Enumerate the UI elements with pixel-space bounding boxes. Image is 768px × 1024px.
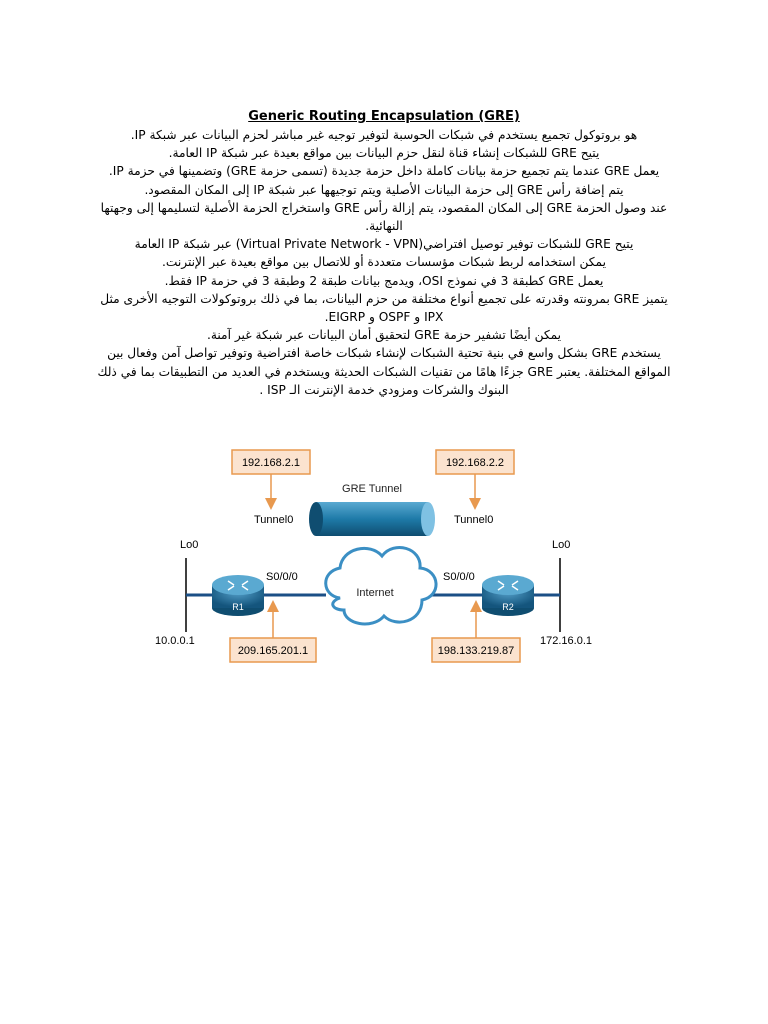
left-wan-ip: 209.165.201.1 — [237, 645, 309, 657]
paragraph: يعمل GRE عندما يتم تجميع حزمة بيانات كاملة داخل حزمة جديدة (تسمى حزمة GRE) وتضمينها في حزمة IP. — [108, 164, 660, 179]
right-lan-ip: 172.16.0.1 — [540, 635, 592, 647]
paragraph: يتميز GRE بمرونته وقدرته على تجميع أنواع مختلفة من حزم البيانات، بما في ذلك بروتوكولات التوجيه الأخرى مثل IPX و OSPF و EIGRP. — [100, 291, 668, 325]
right-tunnel-ip: 192.168.2.2 — [445, 457, 505, 469]
paragraph: هو بروتوكول تجميع يستخدم في شبكات الحوسبة لتوفير توجيه غير مباشر لحزم البيانات عبر شبكة IP. — [130, 128, 638, 142]
right-loopback-label: Lo0 — [552, 539, 571, 551]
paragraph: يتم إضافة رأس GRE إلى حزمة البيانات الأصلية ويتم توجيهها عبر شبكة IP إلى المكان المقصود. — [144, 182, 624, 197]
left-serial-if: S0/0/0 — [266, 571, 298, 583]
document-title: Generic Routing Encapsulation (GRE) — [248, 109, 520, 124]
right-wan-ip: 198.133.219.87 — [437, 645, 515, 657]
paragraph: يمكن استخدامه لربط شبكات مؤسسات متعددة أو للاتصال بين مواقع بعيدة عبر الإنترنت. — [162, 255, 606, 270]
cloud-label: Internet — [356, 587, 394, 599]
paragraph: يمكن أيضًا تشفير حزمة GRE لتحقيق أمان البيانات عبر شبكة غير آمنة. — [206, 328, 562, 343]
document-body — [92, 126, 676, 399]
internet-cloud — [326, 547, 436, 623]
paragraph: يتيح GRE للشبكات إنشاء قناة لنقل حزم البيانات بين مواقع بعيدة عبر شبكة IP العامة. — [168, 146, 600, 161]
left-tunnel-ip: 192.168.2.1 — [241, 457, 301, 469]
gre-network-diagram — [150, 430, 600, 670]
left-tunnel-if: Tunnel0 — [254, 514, 294, 526]
gre-tunnel — [309, 502, 435, 536]
paragraph: عند وصول الحزمة GRE إلى المكان المقصود، يتم إزالة رأس GRE واستخراج الحزمة الأصلية لتسليمها إلى وجهتها النهائية. — [100, 200, 668, 234]
paragraph: يتيح GRE للشبكات توفير توصيل افتراضي(Virtual Private Network - VPN) عبر شبكة IP العامة — [134, 237, 634, 252]
paragraph: يستخدم GRE بشكل واسع في بنية تحتية الشبكات لإنشاء شبكات خاصة افتراضية وتوفير تواصل آمن وفعال بين المواقع المختلفة. يعتبر GRE جزءًا هامًا من تقنيات الشبكات الحديثة ويستخدم في العديد من التطبيقات بما في ذلك البنوك والشركات ومزودي خدمة الإنترنت الـ ISP . — [97, 346, 671, 397]
left-loopback-label: Lo0 — [180, 539, 199, 551]
right-tunnel-if: Tunnel0 — [454, 514, 494, 526]
paragraph: يعمل GRE كطبقة 3 في نموذج OSI، ويدمج بيانات طبقة 2 وطبقة 3 في حزمة IP فقط. — [164, 273, 604, 288]
router-r2-label: R2 — [502, 602, 514, 612]
tunnel-label: GRE Tunnel — [342, 483, 402, 495]
router-r1-label: R1 — [232, 602, 244, 612]
left-lan-ip: 10.0.0.1 — [155, 635, 195, 647]
right-serial-if: S0/0/0 — [443, 571, 475, 583]
